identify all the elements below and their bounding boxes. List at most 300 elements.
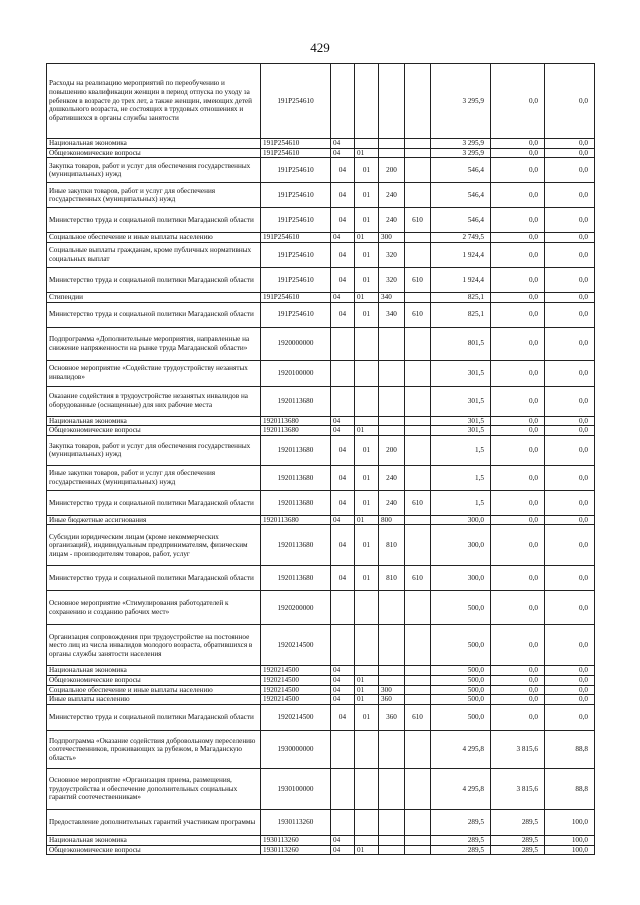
row-executed-amount: 0,0 (491, 625, 545, 666)
row-executed-amount: 0,0 (491, 386, 545, 416)
row-name: Иные закупки товаров, работ и услуг для обеспечения государственных (муниципальных) нужд (47, 465, 261, 490)
row-executed-amount: 0,0 (491, 705, 545, 731)
row-ministry-code (405, 810, 431, 836)
row-expense-type: 800 (379, 515, 405, 525)
row-subsection: 01 (355, 566, 379, 591)
table-row (47, 426, 595, 436)
row-expense-type: 240 (379, 465, 405, 490)
row-executed-amount: 0,0 (491, 525, 545, 566)
row-executed-amount: 0,0 (491, 139, 545, 149)
row-execution-percent: 0,0 (545, 695, 595, 705)
row-execution-percent: 100,0 (545, 810, 595, 836)
row-section: 04 (331, 183, 355, 208)
row-ministry-code (405, 435, 431, 465)
table-row (47, 810, 595, 836)
row-subsection: 01 (355, 233, 379, 243)
row-name: Иные закупки товаров, работ и услуг для обеспечения государственных (муниципальных) нужд (47, 183, 261, 208)
row-section (331, 386, 355, 416)
row-name: Национальная экономика (47, 836, 261, 846)
row-planned-amount: 500,0 (431, 666, 491, 676)
row-name: Основное мероприятие «Содействие трудоустройству незанятых инвалидов» (47, 360, 261, 386)
row-name: Подпрограмма «Дополнительные мероприятия, направленные на снижение напряженности на рынке труда Магаданской области» (47, 327, 261, 360)
row-section: 04 (331, 302, 355, 327)
row-executed-amount: 0,0 (491, 360, 545, 386)
row-execution-percent: 0,0 (545, 676, 595, 686)
row-execution-percent: 0,0 (545, 183, 595, 208)
row-planned-amount: 300,0 (431, 525, 491, 566)
row-section (331, 810, 355, 836)
row-subsection: 01 (355, 705, 379, 731)
row-executed-amount: 0,0 (491, 267, 545, 292)
row-executed-amount: 0,0 (491, 242, 545, 267)
row-executed-amount: 0,0 (491, 183, 545, 208)
row-ministry-code (405, 695, 431, 705)
row-section: 04 (331, 158, 355, 183)
row-execution-percent: 88,8 (545, 731, 595, 769)
row-name: Национальная экономика (47, 139, 261, 149)
row-execution-percent: 0,0 (545, 208, 595, 233)
row-name: Оказание содействия в трудоустройстве незанятых инвалидов на оборудованные (оснащенные) для них рабочие места (47, 386, 261, 416)
row-planned-amount: 1,5 (431, 490, 491, 515)
row-planned-amount: 1 924,4 (431, 267, 491, 292)
table-row (47, 158, 595, 183)
row-section: 04 (331, 148, 355, 158)
row-expense-type (379, 625, 405, 666)
row-subsection: 01 (355, 148, 379, 158)
row-name: Основное мероприятие «Организация приема, размещения, трудоустройства и обеспечение дополнительных социальных гарантий соотечественникам» (47, 769, 261, 810)
row-section: 04 (331, 525, 355, 566)
row-ministry-code (405, 465, 431, 490)
row-planned-amount: 546,4 (431, 183, 491, 208)
row-subsection: 01 (355, 525, 379, 566)
row-target-code: 1920214500 (261, 705, 331, 731)
row-planned-amount: 500,0 (431, 705, 491, 731)
table-row (47, 302, 595, 327)
row-name: Национальная экономика (47, 666, 261, 676)
row-subsection (355, 836, 379, 846)
table-row (47, 845, 595, 855)
table-row (47, 465, 595, 490)
row-target-code: 1930113260 (261, 845, 331, 855)
row-target-code: 1920000000 (261, 327, 331, 360)
row-expense-type: 340 (379, 302, 405, 327)
row-ministry-code (405, 591, 431, 625)
row-name: Министерство труда и социальной политики Магаданской области (47, 267, 261, 292)
row-name: Расходы на реализацию мероприятий по переобучению и повышению квалификации женщин в период отпуска по уходу за ребенком в возрасте до трех лет, а также женщин, имеющих детей дошкольного возраста, не состоящих в трудовых отношениях и обратившихся в органы службы занятости (47, 64, 261, 139)
row-executed-amount: 0,0 (491, 64, 545, 139)
row-target-code: 191P254610 (261, 267, 331, 292)
row-name: Социальные выплаты гражданам, кроме публичных нормативных социальных выплат (47, 242, 261, 267)
row-target-code: 1920113680 (261, 465, 331, 490)
row-execution-percent: 0,0 (545, 233, 595, 243)
table-row (47, 386, 595, 416)
row-planned-amount: 1,5 (431, 465, 491, 490)
row-subsection: 01 (355, 685, 379, 695)
row-subsection (355, 64, 379, 139)
row-ministry-code: 610 (405, 705, 431, 731)
row-target-code: 191P254610 (261, 242, 331, 267)
row-planned-amount: 300,0 (431, 515, 491, 525)
row-subsection: 01 (355, 515, 379, 525)
table-row (47, 695, 595, 705)
row-executed-amount: 0,0 (491, 148, 545, 158)
row-planned-amount: 301,5 (431, 416, 491, 426)
row-section: 04 (331, 566, 355, 591)
table-row (47, 515, 595, 525)
row-execution-percent: 0,0 (545, 360, 595, 386)
row-name: Министерство труда и социальной политики Магаданской области (47, 705, 261, 731)
table-row (47, 666, 595, 676)
row-name: Подпрограмма «Оказание содействия добровольному переселению соотечественников, проживающих за рубежом, в Магаданскую область» (47, 731, 261, 769)
row-planned-amount: 500,0 (431, 685, 491, 695)
row-planned-amount: 3 295,9 (431, 139, 491, 149)
row-subsection: 01 (355, 208, 379, 233)
row-section (331, 731, 355, 769)
row-executed-amount: 0,0 (491, 566, 545, 591)
row-name: Иные выплаты населению (47, 695, 261, 705)
row-section: 04 (331, 515, 355, 525)
row-subsection: 01 (355, 302, 379, 327)
row-subsection (355, 666, 379, 676)
row-planned-amount: 4 295,8 (431, 769, 491, 810)
row-target-code: 191P254610 (261, 158, 331, 183)
row-section: 04 (331, 208, 355, 233)
row-expense-type: 240 (379, 208, 405, 233)
row-executed-amount: 0,0 (491, 233, 545, 243)
row-execution-percent: 0,0 (545, 242, 595, 267)
row-executed-amount: 0,0 (491, 490, 545, 515)
row-expense-type: 300 (379, 685, 405, 695)
row-target-code: 1920200000 (261, 591, 331, 625)
row-section: 04 (331, 695, 355, 705)
row-section: 04 (331, 490, 355, 515)
row-subsection (355, 810, 379, 836)
row-executed-amount: 0,0 (491, 666, 545, 676)
row-name: Закупка товаров, работ и услуг для обеспечения государственных (муниципальных) нужд (47, 435, 261, 465)
table-row (47, 435, 595, 465)
table-row (47, 267, 595, 292)
row-expense-type (379, 769, 405, 810)
row-ministry-code (405, 158, 431, 183)
table-row (47, 769, 595, 810)
row-subsection: 01 (355, 435, 379, 465)
row-name: Стипендии (47, 292, 261, 302)
row-expense-type (379, 426, 405, 436)
row-execution-percent: 0,0 (545, 525, 595, 566)
row-executed-amount: 289,5 (491, 836, 545, 846)
row-name: Основное мероприятие «Стимулирования работодателей к сохранению и созданию рабочих мест» (47, 591, 261, 625)
table-row (47, 139, 595, 149)
row-subsection: 01 (355, 426, 379, 436)
row-ministry-code (405, 183, 431, 208)
row-ministry-code (405, 148, 431, 158)
row-target-code: 1930100000 (261, 769, 331, 810)
row-execution-percent: 0,0 (545, 515, 595, 525)
table-row (47, 292, 595, 302)
row-ministry-code (405, 845, 431, 855)
row-expense-type (379, 591, 405, 625)
table-row (47, 566, 595, 591)
row-executed-amount: 0,0 (491, 685, 545, 695)
row-executed-amount: 289,5 (491, 845, 545, 855)
row-section: 04 (331, 233, 355, 243)
row-section: 04 (331, 836, 355, 846)
row-planned-amount: 289,5 (431, 836, 491, 846)
row-executed-amount: 3 815,6 (491, 731, 545, 769)
table-row (47, 327, 595, 360)
row-section: 04 (331, 845, 355, 855)
row-subsection (355, 327, 379, 360)
table-row (47, 591, 595, 625)
row-section: 04 (331, 416, 355, 426)
row-ministry-code (405, 666, 431, 676)
row-ministry-code (405, 515, 431, 525)
row-ministry-code (405, 836, 431, 846)
row-ministry-code (405, 242, 431, 267)
row-executed-amount: 0,0 (491, 327, 545, 360)
row-execution-percent: 0,0 (545, 435, 595, 465)
row-ministry-code: 610 (405, 490, 431, 515)
table-row (47, 490, 595, 515)
row-executed-amount: 0,0 (491, 158, 545, 183)
row-expense-type: 300 (379, 233, 405, 243)
row-section: 04 (331, 242, 355, 267)
row-ministry-code: 610 (405, 566, 431, 591)
row-planned-amount: 301,5 (431, 386, 491, 416)
row-ministry-code (405, 416, 431, 426)
row-name: Общеэкономические вопросы (47, 676, 261, 686)
row-execution-percent: 0,0 (545, 158, 595, 183)
row-executed-amount: 0,0 (491, 435, 545, 465)
table-row (47, 625, 595, 666)
row-name: Общеэкономические вопросы (47, 426, 261, 436)
row-expense-type (379, 845, 405, 855)
row-target-code: 1920113680 (261, 426, 331, 436)
row-planned-amount: 825,1 (431, 292, 491, 302)
table-row (47, 233, 595, 243)
row-executed-amount: 0,0 (491, 302, 545, 327)
row-section: 04 (331, 465, 355, 490)
row-subsection (355, 416, 379, 426)
row-target-code: 191P254610 (261, 64, 331, 139)
row-execution-percent: 0,0 (545, 685, 595, 695)
row-name: Общеэкономические вопросы (47, 148, 261, 158)
row-expense-type: 810 (379, 525, 405, 566)
row-expense-type (379, 360, 405, 386)
row-section (331, 360, 355, 386)
row-execution-percent: 0,0 (545, 566, 595, 591)
budget-table-body (47, 64, 595, 855)
row-name: Организация сопровождения при трудоустройстве на постоянное место лиц из числа инвалидов молодого возраста, обратившихся в органы службы занятости населения (47, 625, 261, 666)
row-target-code: 1920113680 (261, 386, 331, 416)
row-name: Национальная экономика (47, 416, 261, 426)
row-subsection (355, 625, 379, 666)
row-target-code: 191P254610 (261, 148, 331, 158)
row-expense-type (379, 139, 405, 149)
budget-table (46, 63, 595, 855)
row-section: 04 (331, 435, 355, 465)
row-expense-type: 360 (379, 705, 405, 731)
row-subsection: 01 (355, 465, 379, 490)
row-name: Социальное обеспечение и иные выплаты населению (47, 685, 261, 695)
row-execution-percent: 0,0 (545, 302, 595, 327)
row-planned-amount: 1,5 (431, 435, 491, 465)
row-name: Иные бюджетные ассигнования (47, 515, 261, 525)
row-executed-amount: 0,0 (491, 208, 545, 233)
row-expense-type: 360 (379, 695, 405, 705)
row-ministry-code (405, 685, 431, 695)
row-expense-type (379, 676, 405, 686)
row-expense-type: 240 (379, 183, 405, 208)
row-subsection (355, 591, 379, 625)
row-ministry-code (405, 769, 431, 810)
row-execution-percent: 0,0 (545, 148, 595, 158)
table-row (47, 242, 595, 267)
row-name: Общеэкономические вопросы (47, 845, 261, 855)
row-ministry-code (405, 292, 431, 302)
page-number: 429 (310, 40, 330, 55)
row-expense-type: 320 (379, 267, 405, 292)
row-execution-percent: 100,0 (545, 836, 595, 846)
table-row (47, 64, 595, 139)
row-ministry-code (405, 64, 431, 139)
row-expense-type: 240 (379, 490, 405, 515)
row-section (331, 769, 355, 810)
row-ministry-code (405, 731, 431, 769)
row-execution-percent: 0,0 (545, 591, 595, 625)
row-expense-type (379, 386, 405, 416)
row-expense-type: 200 (379, 435, 405, 465)
table-row (47, 731, 595, 769)
table-row (47, 525, 595, 566)
row-expense-type (379, 731, 405, 769)
row-name: Субсидии юридическим лицам (кроме некоммерческих организаций), индивидуальным предпринимателям, физическим лицам - производителям товаров, работ, услуг (47, 525, 261, 566)
row-target-code: 1920113680 (261, 416, 331, 426)
row-executed-amount: 0,0 (491, 676, 545, 686)
table-row (47, 416, 595, 426)
row-expense-type: 320 (379, 242, 405, 267)
row-subsection: 01 (355, 242, 379, 267)
row-execution-percent: 0,0 (545, 386, 595, 416)
row-name: Министерство труда и социальной политики Магаданской области (47, 566, 261, 591)
row-execution-percent: 0,0 (545, 139, 595, 149)
row-execution-percent: 0,0 (545, 490, 595, 515)
row-target-code: 1920214500 (261, 685, 331, 695)
row-target-code: 1920113680 (261, 435, 331, 465)
row-ministry-code (405, 139, 431, 149)
row-target-code: 1920214500 (261, 676, 331, 686)
row-execution-percent: 0,0 (545, 416, 595, 426)
row-subsection: 01 (355, 158, 379, 183)
table-row (47, 360, 595, 386)
row-execution-percent: 0,0 (545, 64, 595, 139)
row-execution-percent: 0,0 (545, 267, 595, 292)
row-executed-amount: 0,0 (491, 292, 545, 302)
row-subsection: 01 (355, 267, 379, 292)
row-planned-amount: 500,0 (431, 625, 491, 666)
row-target-code: 1920113680 (261, 515, 331, 525)
row-execution-percent: 0,0 (545, 426, 595, 436)
table-row (47, 685, 595, 695)
row-executed-amount: 0,0 (491, 695, 545, 705)
row-expense-type (379, 148, 405, 158)
table-row (47, 836, 595, 846)
row-target-code: 191P254610 (261, 208, 331, 233)
row-name: Министерство труда и социальной политики Магаданской области (47, 208, 261, 233)
row-execution-percent: 0,0 (545, 625, 595, 666)
row-subsection: 01 (355, 676, 379, 686)
row-section: 04 (331, 139, 355, 149)
row-section: 04 (331, 292, 355, 302)
row-subsection: 01 (355, 845, 379, 855)
row-section (331, 591, 355, 625)
row-expense-type: 810 (379, 566, 405, 591)
row-section: 04 (331, 676, 355, 686)
row-target-code: 191P254610 (261, 302, 331, 327)
row-executed-amount: 0,0 (491, 515, 545, 525)
row-ministry-code (405, 360, 431, 386)
row-section (331, 327, 355, 360)
row-target-code: 191P254610 (261, 292, 331, 302)
row-ministry-code (405, 386, 431, 416)
table-row (47, 183, 595, 208)
row-section: 04 (331, 426, 355, 436)
row-name: Закупка товаров, работ и услуг для обеспечения государственных (муниципальных) нужд (47, 158, 261, 183)
row-subsection: 01 (355, 292, 379, 302)
row-executed-amount: 3 815,6 (491, 769, 545, 810)
row-planned-amount: 1 924,4 (431, 242, 491, 267)
row-expense-type (379, 836, 405, 846)
row-planned-amount: 500,0 (431, 591, 491, 625)
row-subsection (355, 769, 379, 810)
row-expense-type (379, 64, 405, 139)
table-row (47, 148, 595, 158)
row-planned-amount: 801,5 (431, 327, 491, 360)
row-section: 04 (331, 666, 355, 676)
row-target-code: 1920214500 (261, 625, 331, 666)
row-target-code: 1930000000 (261, 731, 331, 769)
row-planned-amount: 301,5 (431, 360, 491, 386)
row-ministry-code (405, 676, 431, 686)
row-planned-amount: 500,0 (431, 695, 491, 705)
row-planned-amount: 301,5 (431, 426, 491, 436)
row-target-code: 1920214500 (261, 695, 331, 705)
row-planned-amount: 546,4 (431, 208, 491, 233)
row-planned-amount: 500,0 (431, 676, 491, 686)
row-subsection (355, 360, 379, 386)
table-row (47, 676, 595, 686)
row-name: Предоставление дополнительных гарантий участникам программы (47, 810, 261, 836)
row-section (331, 64, 355, 139)
row-expense-type (379, 666, 405, 676)
row-subsection (355, 139, 379, 149)
row-target-code: 191P254610 (261, 233, 331, 243)
row-planned-amount: 289,5 (431, 810, 491, 836)
row-execution-percent: 88,8 (545, 769, 595, 810)
row-expense-type (379, 327, 405, 360)
row-execution-percent: 0,0 (545, 465, 595, 490)
row-target-code: 1920214500 (261, 666, 331, 676)
row-section (331, 625, 355, 666)
row-planned-amount: 825,1 (431, 302, 491, 327)
row-executed-amount: 0,0 (491, 465, 545, 490)
row-executed-amount: 0,0 (491, 416, 545, 426)
row-expense-type (379, 810, 405, 836)
row-target-code: 191P254610 (261, 183, 331, 208)
row-subsection: 01 (355, 183, 379, 208)
row-name: Министерство труда и социальной политики Магаданской области (47, 490, 261, 515)
table-row (47, 705, 595, 731)
